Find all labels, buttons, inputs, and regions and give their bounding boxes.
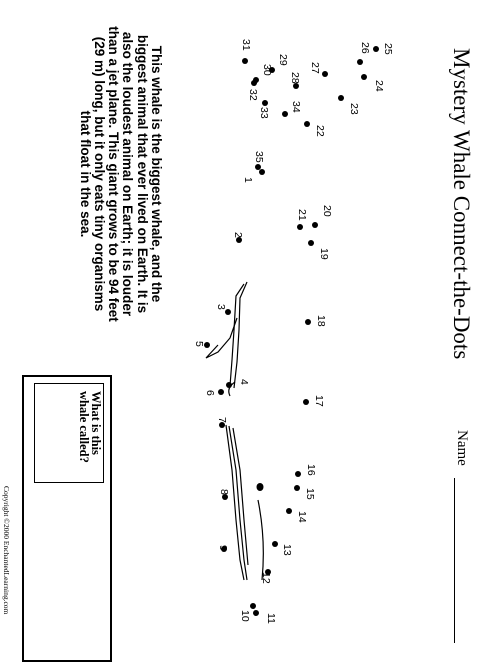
dot-number-31: 31: [240, 39, 252, 51]
worksheet-title: Mystery Whale Connect-the-Dots: [449, 48, 474, 360]
dot-17: [303, 399, 309, 405]
dot-number-17: 17: [313, 395, 325, 407]
dot-number-14: 14: [296, 511, 308, 523]
dot-number-35: 35: [253, 151, 265, 163]
dot-1: [259, 169, 265, 175]
dot-32: [251, 80, 257, 86]
dot-24: [361, 74, 367, 80]
dot-23: [338, 95, 344, 101]
dot-number-3: 3: [215, 304, 227, 310]
dot-number-9: 9: [217, 545, 229, 551]
dot-number-4: 4: [238, 379, 250, 385]
dot-10: [250, 603, 256, 609]
dot-number-27: 27: [309, 62, 321, 74]
dot-21: [297, 224, 303, 230]
dot-20: [312, 222, 318, 228]
dot-18: [305, 319, 311, 325]
dot-4: [226, 382, 232, 388]
dot-number-26: 26: [359, 42, 371, 54]
dot-33: [262, 100, 268, 106]
dot-number-24: 24: [373, 80, 385, 92]
dot-13: [272, 541, 278, 547]
dot-27: [322, 71, 328, 77]
dot-number-28: 28: [289, 72, 301, 84]
dot-6: [218, 389, 224, 395]
dot-15: [294, 485, 300, 491]
dot-11: [253, 610, 259, 616]
dot-number-22: 22: [314, 125, 326, 137]
dot-number-18: 18: [315, 315, 327, 327]
dot-number-23: 23: [348, 103, 360, 115]
dot-number-29: 29: [277, 54, 289, 66]
dot-number-16: 16: [305, 464, 317, 476]
dot-number-13: 13: [281, 544, 293, 556]
dot-number-2: 2: [232, 232, 244, 238]
dot-22: [304, 121, 310, 127]
dot-number-12: 12: [260, 572, 272, 584]
copyright-notice: Copyright ©2000 EnchantedLearning.com: [2, 486, 11, 615]
dot-number-32: 32: [247, 89, 259, 101]
question-text: What is this whale called?: [77, 391, 103, 463]
dot-number-8: 8: [218, 489, 230, 495]
dot-number-25: 25: [382, 43, 394, 55]
dot-number-34: 34: [290, 101, 302, 113]
dot-35: [255, 164, 261, 170]
dot-34: [282, 111, 288, 117]
dot-14: [286, 508, 292, 514]
whale-description: This whale is the biggest whale, and the biggest animal that ever lived on Earth. It is also the loudest animal on Earth; it is louder than a jet plane. This giant grows to be 94 feet (29 m) long, but it only eats tiny organisms that float in the sea.: [77, 26, 164, 322]
name-label: Name: [454, 430, 470, 466]
dot-19: [308, 240, 314, 246]
dot-number-10: 10: [239, 610, 251, 622]
dot-number-19: 19: [318, 248, 330, 260]
dot-number-21: 21: [296, 209, 308, 221]
dot-number-6: 6: [204, 390, 216, 396]
dot-25: [373, 46, 379, 52]
dot-number-20: 20: [321, 205, 333, 217]
dot-number-7: 7: [216, 417, 228, 423]
dot-number-30: 30: [261, 64, 273, 76]
dot-16: [295, 471, 301, 477]
dot-number-11: 11: [265, 613, 277, 624]
dot-number-5: 5: [193, 341, 205, 347]
dot-number-1: 1: [242, 177, 254, 183]
dot-31: [242, 58, 248, 64]
dot-26: [357, 59, 363, 65]
dot-number-33: 33: [258, 107, 270, 119]
dot-number-15: 15: [304, 488, 316, 500]
